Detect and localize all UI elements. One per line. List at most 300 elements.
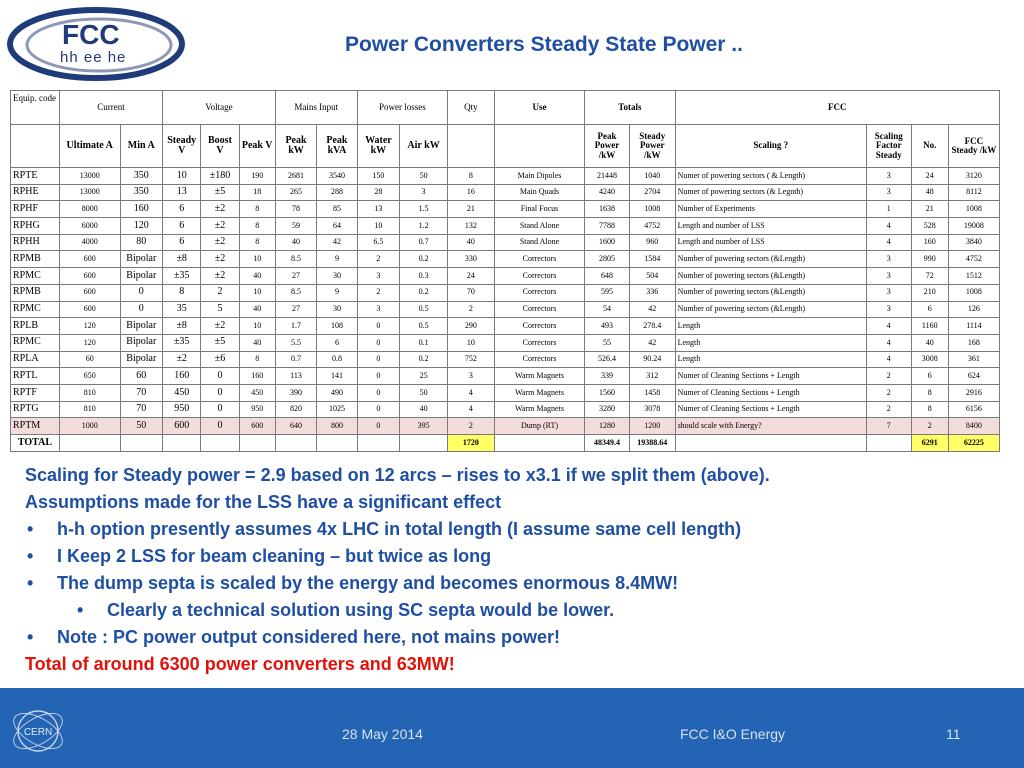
notes-block bbox=[25, 462, 1000, 678]
row-boost-v: ±2 bbox=[201, 251, 239, 268]
row-scaling: Length bbox=[675, 351, 866, 368]
total-blank-cell bbox=[866, 435, 911, 452]
row-scaling: Numer of powering sectors (& Legnth) bbox=[675, 184, 866, 201]
row-air-kw: 0.5 bbox=[400, 301, 448, 318]
row-steady-power: 278.4 bbox=[629, 318, 675, 335]
row-fcc-steady: 1114 bbox=[948, 318, 999, 335]
row-peak-kw: 640 bbox=[275, 418, 316, 435]
row-water-kw: 0 bbox=[357, 334, 400, 351]
row-boost-v: ±180 bbox=[201, 168, 239, 185]
sub-header-blank bbox=[11, 125, 60, 168]
sub-header-steady-v: Steady V bbox=[163, 125, 201, 168]
row-steady-v: 160 bbox=[163, 368, 201, 385]
row-water-kw: 3 bbox=[357, 268, 400, 285]
row-steady-v: 6 bbox=[163, 201, 201, 218]
row-scaling: should scale with Energy? bbox=[675, 418, 866, 435]
total-blank-cell bbox=[675, 435, 866, 452]
row-peak-v: 40 bbox=[239, 301, 275, 318]
row-ultimate-a: 810 bbox=[59, 401, 120, 418]
row-steady-v: 8 bbox=[163, 284, 201, 301]
row-steady-v: ±8 bbox=[163, 318, 201, 335]
row-no: 210 bbox=[911, 284, 948, 301]
row-water-kw: 2 bbox=[357, 251, 400, 268]
total-blank-cell bbox=[163, 435, 201, 452]
row-scaling-factor: 3 bbox=[866, 268, 911, 285]
row-peak-v: 10 bbox=[239, 251, 275, 268]
row-min-a: Bipolar bbox=[120, 351, 163, 368]
total-qty: 1720 bbox=[448, 435, 495, 452]
row-water-kw: 0 bbox=[357, 368, 400, 385]
row-no: 528 bbox=[911, 218, 948, 235]
row-peak-kva: 9 bbox=[317, 251, 357, 268]
row-boost-v: 2 bbox=[201, 284, 239, 301]
row-peak-kw: 2681 bbox=[275, 168, 316, 185]
table-row bbox=[11, 218, 1000, 235]
row-peak-v: 18 bbox=[239, 184, 275, 201]
row-peak-power: 493 bbox=[585, 318, 630, 335]
note-scaling: Scaling for Steady power = 2.9 based on 12 arcs – rises to x3.1 if we split them (above). bbox=[25, 465, 770, 485]
row-peak-power: 7788 bbox=[585, 218, 630, 235]
row-fcc-steady: 1008 bbox=[948, 284, 999, 301]
row-steady-power: 1040 bbox=[629, 168, 675, 185]
note-assumptions: Assumptions made for the LSS have a significant effect bbox=[25, 492, 502, 512]
row-peak-kva: 64 bbox=[317, 218, 357, 235]
sub-header-no: No. bbox=[911, 125, 948, 168]
row-no: 48 bbox=[911, 184, 948, 201]
row-scaling: Length bbox=[675, 318, 866, 335]
footer-event: FCC I&O Energy bbox=[680, 726, 786, 742]
row-qty: 40 bbox=[448, 234, 495, 251]
row-boost-v: ±6 bbox=[201, 351, 239, 368]
row-fcc-steady: 4752 bbox=[948, 251, 999, 268]
row-min-a: 350 bbox=[120, 168, 163, 185]
row-scaling-factor: 7 bbox=[866, 418, 911, 435]
row-ultimate-a: 13000 bbox=[59, 168, 120, 185]
row-steady-power: 3078 bbox=[629, 401, 675, 418]
row-min-a: Bipolar bbox=[120, 318, 163, 335]
total-blank-cell bbox=[317, 435, 357, 452]
sub-header-blank bbox=[448, 125, 495, 168]
total-blank-cell bbox=[120, 435, 163, 452]
row-code: RPMC bbox=[11, 334, 60, 351]
bullet-icon: • bbox=[27, 546, 34, 566]
row-air-kw: 0.3 bbox=[400, 268, 448, 285]
row-no: 990 bbox=[911, 251, 948, 268]
table-row bbox=[11, 201, 1000, 218]
row-peak-power: 339 bbox=[585, 368, 630, 385]
row-peak-v: 950 bbox=[239, 401, 275, 418]
bullet-text: h-h option presently assumes 4x LHC in total length (I assume same cell length) bbox=[57, 519, 742, 539]
row-air-kw: 395 bbox=[400, 418, 448, 435]
row-ultimate-a: 60 bbox=[59, 351, 120, 368]
page-title: Power Converters Steady State Power .. bbox=[345, 33, 743, 56]
row-no: 24 bbox=[911, 168, 948, 185]
table-row bbox=[11, 418, 1000, 435]
total-blank-cell bbox=[275, 435, 316, 452]
row-no: 8 bbox=[911, 384, 948, 401]
row-code: RPTF bbox=[11, 384, 60, 401]
row-air-kw: 0.2 bbox=[400, 251, 448, 268]
row-peak-v: 10 bbox=[239, 318, 275, 335]
row-ultimate-a: 120 bbox=[59, 318, 120, 335]
row-steady-power: 1008 bbox=[629, 201, 675, 218]
row-scaling: Numer of Cleaning Sections + Length bbox=[675, 368, 866, 385]
row-scaling-factor: 2 bbox=[866, 368, 911, 385]
row-steady-v: 6 bbox=[163, 218, 201, 235]
row-ultimate-a: 600 bbox=[59, 268, 120, 285]
row-peak-kva: 9 bbox=[317, 284, 357, 301]
row-boost-v: 0 bbox=[201, 418, 239, 435]
row-boost-v: ±2 bbox=[201, 268, 239, 285]
row-peak-power: 4240 bbox=[585, 184, 630, 201]
row-water-kw: 0 bbox=[357, 351, 400, 368]
row-qty: 2 bbox=[448, 301, 495, 318]
table-row bbox=[11, 268, 1000, 285]
cern-logo bbox=[8, 701, 68, 761]
row-fcc-steady: 3120 bbox=[948, 168, 999, 185]
table-row bbox=[11, 234, 1000, 251]
row-air-kw: 50 bbox=[400, 168, 448, 185]
row-ultimate-a: 600 bbox=[59, 284, 120, 301]
row-peak-kva: 800 bbox=[317, 418, 357, 435]
row-scaling-factor: 4 bbox=[866, 318, 911, 335]
row-scaling-factor: 3 bbox=[866, 251, 911, 268]
row-fcc-steady: 3840 bbox=[948, 234, 999, 251]
row-code: RPTE bbox=[11, 168, 60, 185]
footer-bar bbox=[0, 688, 1024, 768]
row-peak-kw: 5.5 bbox=[275, 334, 316, 351]
row-scaling: Number of powering sectors (&Length) bbox=[675, 301, 866, 318]
row-fcc-steady: 624 bbox=[948, 368, 999, 385]
row-scaling-factor: 3 bbox=[866, 301, 911, 318]
row-scaling: Length bbox=[675, 334, 866, 351]
row-peak-kw: 390 bbox=[275, 384, 316, 401]
bullet-icon: • bbox=[77, 600, 84, 620]
row-fcc-steady: 8400 bbox=[948, 418, 999, 435]
bullet-item bbox=[25, 624, 1000, 651]
row-peak-power: 526.4 bbox=[585, 351, 630, 368]
row-use: Warm Magnets bbox=[494, 401, 584, 418]
row-air-kw: 0.1 bbox=[400, 334, 448, 351]
row-ultimate-a: 8000 bbox=[59, 201, 120, 218]
total-label: TOTAL bbox=[11, 435, 60, 452]
row-scaling: Numer of Cleaning Sections + Length bbox=[675, 401, 866, 418]
row-boost-v: ±2 bbox=[201, 218, 239, 235]
row-code: RPMC bbox=[11, 268, 60, 285]
row-qty: 132 bbox=[448, 218, 495, 235]
row-steady-power: 960 bbox=[629, 234, 675, 251]
row-ultimate-a: 810 bbox=[59, 384, 120, 401]
row-no: 6 bbox=[911, 368, 948, 385]
row-scaling: Number of powering sectors (&Length) bbox=[675, 284, 866, 301]
sub-header-peak-kw: Peak kW bbox=[275, 125, 316, 168]
row-fcc-steady: 1512 bbox=[948, 268, 999, 285]
row-peak-power: 2805 bbox=[585, 251, 630, 268]
row-air-kw: 0.2 bbox=[400, 284, 448, 301]
row-fcc-steady: 2916 bbox=[948, 384, 999, 401]
row-water-kw: 0 bbox=[357, 318, 400, 335]
header-current: Current bbox=[59, 91, 162, 125]
sub-header-min-a: Min A bbox=[120, 125, 163, 168]
row-steady-power: 90.24 bbox=[629, 351, 675, 368]
row-steady-power: 42 bbox=[629, 334, 675, 351]
row-peak-kva: 108 bbox=[317, 318, 357, 335]
row-peak-power: 595 bbox=[585, 284, 630, 301]
header-equip-code: Equip. code bbox=[11, 91, 60, 125]
total-blank-cell bbox=[357, 435, 400, 452]
row-peak-v: 160 bbox=[239, 368, 275, 385]
row-scaling: Number of powering sectors (&Length) bbox=[675, 268, 866, 285]
row-steady-v: ±35 bbox=[163, 268, 201, 285]
sub-header-peak-v: Peak V bbox=[239, 125, 275, 168]
row-steady-v: 600 bbox=[163, 418, 201, 435]
row-steady-v: 950 bbox=[163, 401, 201, 418]
row-no: 72 bbox=[911, 268, 948, 285]
table-row bbox=[11, 318, 1000, 335]
row-peak-kva: 42 bbox=[317, 234, 357, 251]
row-min-a: Bipolar bbox=[120, 334, 163, 351]
row-code: RPHH bbox=[11, 234, 60, 251]
sub-header-water-kw: Water kW bbox=[357, 125, 400, 168]
row-no: 8 bbox=[911, 401, 948, 418]
row-no: 21 bbox=[911, 201, 948, 218]
row-peak-kw: 27 bbox=[275, 301, 316, 318]
row-qty: 21 bbox=[448, 201, 495, 218]
row-ultimate-a: 600 bbox=[59, 251, 120, 268]
row-boost-v: 0 bbox=[201, 401, 239, 418]
row-ultimate-a: 1000 bbox=[59, 418, 120, 435]
row-scaling: Numer of Cleaning Sections + Length bbox=[675, 384, 866, 401]
row-water-kw: 2 bbox=[357, 284, 400, 301]
row-scaling: Number of powering sectors (&Length) bbox=[675, 251, 866, 268]
row-use: Main Quads bbox=[494, 184, 584, 201]
table-row bbox=[11, 334, 1000, 351]
header-qty: Qty bbox=[448, 91, 495, 125]
row-min-a: Bipolar bbox=[120, 268, 163, 285]
row-peak-kva: 0.8 bbox=[317, 351, 357, 368]
row-boost-v: ±5 bbox=[201, 334, 239, 351]
row-code: RPHE bbox=[11, 184, 60, 201]
total-fcc-steady: 62225 bbox=[948, 435, 999, 452]
row-qty: 4 bbox=[448, 401, 495, 418]
row-ultimate-a: 4000 bbox=[59, 234, 120, 251]
logo-text-bottom: hh ee he bbox=[60, 49, 127, 66]
row-peak-v: 40 bbox=[239, 268, 275, 285]
sub-bullet-item bbox=[25, 597, 1000, 624]
sub-header-boost-v: Boost V bbox=[201, 125, 239, 168]
row-min-a: 0 bbox=[120, 284, 163, 301]
row-peak-kva: 85 bbox=[317, 201, 357, 218]
row-min-a: 50 bbox=[120, 418, 163, 435]
row-qty: 70 bbox=[448, 284, 495, 301]
row-peak-v: 8 bbox=[239, 351, 275, 368]
row-peak-v: 450 bbox=[239, 384, 275, 401]
row-qty: 16 bbox=[448, 184, 495, 201]
row-scaling: Number of Experiments bbox=[675, 201, 866, 218]
row-qty: 24 bbox=[448, 268, 495, 285]
row-peak-kw: 265 bbox=[275, 184, 316, 201]
footer-date: 28 May 2014 bbox=[342, 726, 423, 742]
table-row bbox=[11, 368, 1000, 385]
row-steady-power: 1458 bbox=[629, 384, 675, 401]
row-scaling: Length and number of LSS bbox=[675, 218, 866, 235]
row-boost-v: 5 bbox=[201, 301, 239, 318]
row-scaling-factor: 4 bbox=[866, 334, 911, 351]
row-boost-v: ±5 bbox=[201, 184, 239, 201]
row-water-kw: 0 bbox=[357, 401, 400, 418]
row-qty: 3 bbox=[448, 368, 495, 385]
row-peak-kva: 30 bbox=[317, 268, 357, 285]
fcc-logo bbox=[4, 4, 188, 84]
row-peak-kw: 8.5 bbox=[275, 284, 316, 301]
sub-header-air-kw: Air kW bbox=[400, 125, 448, 168]
row-air-kw: 0.5 bbox=[400, 318, 448, 335]
row-scaling-factor: 2 bbox=[866, 384, 911, 401]
row-min-a: 60 bbox=[120, 368, 163, 385]
total-no: 6291 bbox=[911, 435, 948, 452]
bullet-item bbox=[25, 543, 1000, 570]
row-scaling-factor: 1 bbox=[866, 201, 911, 218]
table-row bbox=[11, 251, 1000, 268]
row-peak-kva: 3540 bbox=[317, 168, 357, 185]
group-header-row bbox=[11, 91, 1000, 125]
row-min-a: 160 bbox=[120, 201, 163, 218]
row-water-kw: 6.5 bbox=[357, 234, 400, 251]
row-peak-kw: 1.7 bbox=[275, 318, 316, 335]
row-no: 6 bbox=[911, 301, 948, 318]
row-peak-kw: 0.7 bbox=[275, 351, 316, 368]
table-row bbox=[11, 284, 1000, 301]
row-qty: 2 bbox=[448, 418, 495, 435]
row-code: RPTM bbox=[11, 418, 60, 435]
row-peak-v: 600 bbox=[239, 418, 275, 435]
row-air-kw: 50 bbox=[400, 384, 448, 401]
row-use: Final Focus bbox=[494, 201, 584, 218]
sub-header-fcc-steady: FCC Steady /kW bbox=[948, 125, 999, 168]
row-use: Correctors bbox=[494, 284, 584, 301]
row-peak-power: 21448 bbox=[585, 168, 630, 185]
row-code: RPLA bbox=[11, 351, 60, 368]
row-steady-power: 1200 bbox=[629, 418, 675, 435]
row-qty: 290 bbox=[448, 318, 495, 335]
row-qty: 330 bbox=[448, 251, 495, 268]
row-no: 2 bbox=[911, 418, 948, 435]
bullet-icon: • bbox=[27, 573, 34, 593]
row-scaling-factor: 3 bbox=[866, 168, 911, 185]
row-fcc-steady: 6156 bbox=[948, 401, 999, 418]
row-code: RPTG bbox=[11, 401, 60, 418]
row-qty: 4 bbox=[448, 384, 495, 401]
row-min-a: 350 bbox=[120, 184, 163, 201]
row-water-kw: 13 bbox=[357, 201, 400, 218]
row-ultimate-a: 600 bbox=[59, 301, 120, 318]
header-totals: Totals bbox=[585, 91, 675, 125]
row-peak-kw: 820 bbox=[275, 401, 316, 418]
cern-logo-text: CERN bbox=[23, 727, 53, 738]
row-boost-v: 0 bbox=[201, 368, 239, 385]
row-no: 1160 bbox=[911, 318, 948, 335]
sub-header-scaling-factor: Scaling Factor Steady bbox=[866, 125, 911, 168]
bullet-text: I Keep 2 LSS for beam cleaning – but twice as long bbox=[57, 546, 492, 566]
row-peak-v: 8 bbox=[239, 234, 275, 251]
row-peak-power: 55 bbox=[585, 334, 630, 351]
row-steady-v: ±8 bbox=[163, 251, 201, 268]
row-min-a: 0 bbox=[120, 301, 163, 318]
row-steady-v: 35 bbox=[163, 301, 201, 318]
row-water-kw: 10 bbox=[357, 218, 400, 235]
row-fcc-steady: 168 bbox=[948, 334, 999, 351]
row-code: RPLB bbox=[11, 318, 60, 335]
row-peak-kva: 490 bbox=[317, 384, 357, 401]
row-peak-v: 190 bbox=[239, 168, 275, 185]
row-steady-power: 312 bbox=[629, 368, 675, 385]
row-scaling-factor: 3 bbox=[866, 284, 911, 301]
logo-text-top: FCC bbox=[62, 19, 120, 50]
row-min-a: 120 bbox=[120, 218, 163, 235]
row-fcc-steady: 361 bbox=[948, 351, 999, 368]
table-row bbox=[11, 401, 1000, 418]
row-fcc-steady: 8112 bbox=[948, 184, 999, 201]
row-steady-power: 504 bbox=[629, 268, 675, 285]
row-water-kw: 28 bbox=[357, 184, 400, 201]
bullet-text: The dump septa is scaled by the energy and becomes enormous 8.4MW! bbox=[57, 573, 679, 593]
row-code: RPHG bbox=[11, 218, 60, 235]
row-use: Correctors bbox=[494, 268, 584, 285]
table-row bbox=[11, 301, 1000, 318]
row-code: RPTL bbox=[11, 368, 60, 385]
row-boost-v: 0 bbox=[201, 384, 239, 401]
table-row bbox=[11, 184, 1000, 201]
header-mains-input: Mains Input bbox=[275, 91, 357, 125]
row-air-kw: 25 bbox=[400, 368, 448, 385]
row-air-kw: 40 bbox=[400, 401, 448, 418]
row-steady-v: 13 bbox=[163, 184, 201, 201]
table-row bbox=[11, 351, 1000, 368]
bullet-item bbox=[25, 516, 1000, 543]
row-min-a: Bipolar bbox=[120, 251, 163, 268]
row-air-kw: 1.2 bbox=[400, 218, 448, 235]
power-converters-table bbox=[10, 90, 1000, 452]
row-use: Correctors bbox=[494, 351, 584, 368]
row-peak-power: 1560 bbox=[585, 384, 630, 401]
row-steady-power: 42 bbox=[629, 301, 675, 318]
row-ultimate-a: 650 bbox=[59, 368, 120, 385]
sub-header-steady-power: Steady Power /kW bbox=[629, 125, 675, 168]
row-fcc-steady: 19008 bbox=[948, 218, 999, 235]
row-qty: 752 bbox=[448, 351, 495, 368]
row-peak-kva: 288 bbox=[317, 184, 357, 201]
row-peak-kw: 40 bbox=[275, 234, 316, 251]
row-peak-power: 648 bbox=[585, 268, 630, 285]
row-water-kw: 150 bbox=[357, 168, 400, 185]
row-use: Dump (RT) bbox=[494, 418, 584, 435]
bullet-icon: • bbox=[27, 627, 34, 647]
bullet-icon: • bbox=[27, 519, 34, 539]
row-ultimate-a: 6000 bbox=[59, 218, 120, 235]
row-scaling-factor: 4 bbox=[866, 351, 911, 368]
row-peak-kva: 141 bbox=[317, 368, 357, 385]
row-steady-power: 1584 bbox=[629, 251, 675, 268]
row-min-a: 70 bbox=[120, 384, 163, 401]
row-air-kw: 1.5 bbox=[400, 201, 448, 218]
row-code: RPMB bbox=[11, 284, 60, 301]
row-steady-v: 6 bbox=[163, 234, 201, 251]
sub-header-scaling: Scaling ? bbox=[675, 125, 866, 168]
row-peak-kw: 78 bbox=[275, 201, 316, 218]
row-fcc-steady: 126 bbox=[948, 301, 999, 318]
row-peak-kw: 27 bbox=[275, 268, 316, 285]
row-code: RPMB bbox=[11, 251, 60, 268]
